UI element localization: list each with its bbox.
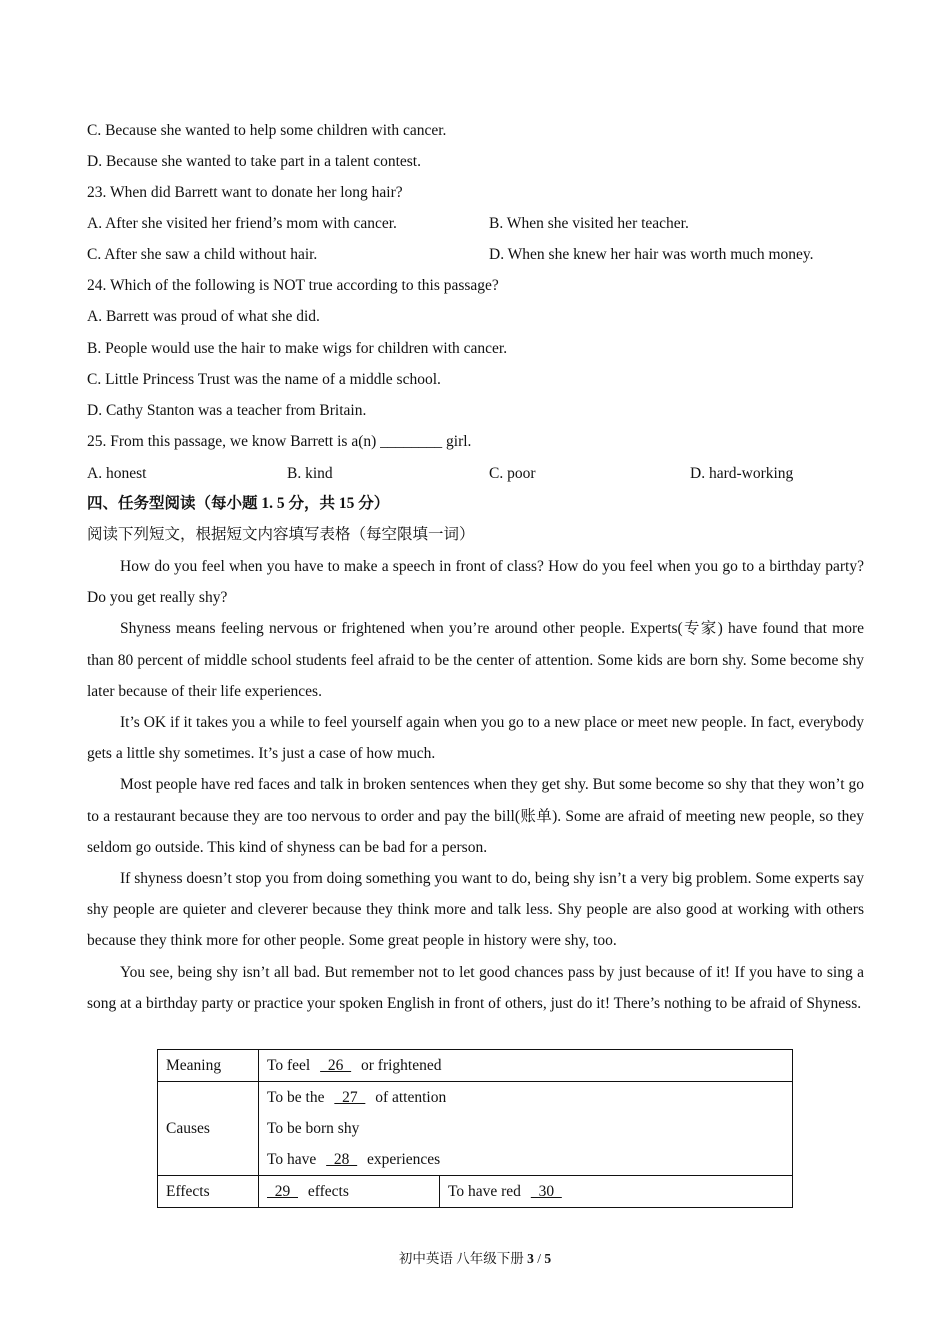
meaning-label: Meaning xyxy=(158,1050,259,1082)
passage-paragraph: You see, being shy isn’t all bad. But remember not to let good chances pass by just because of it! If you have to sing a song at a birthday party or practice your spoken English in front of others, just do it! There’s nothing to be afraid of Shyness. xyxy=(87,963,864,1012)
causes-cell xyxy=(259,1082,793,1176)
footer-page-number: 3 xyxy=(527,1251,534,1266)
meaning-text-post: or frightened xyxy=(361,1056,442,1074)
passage-paragraph: If shyness doesn’t stop you from doing something you want to do, being shy isn’t a very big problem. Some experts say shy people are quieter and cleverer because they think more and talk less. Shy people are also good at working with others because they think more for other people. Some great people in history were shy, too. xyxy=(87,870,864,950)
cause1-text-post: of attention xyxy=(375,1089,447,1106)
passage-paragraph: How do you feel when you have to make a speech in front of class? How do you feel when you go to a birthday party? Do you get really shy? xyxy=(87,558,864,607)
meaning-cell xyxy=(259,1050,793,1082)
section-heading: 四、任务型阅读（每小题 1. 5 分，共 15 分） xyxy=(87,495,390,512)
question-24-option-b: B. People would use the hair to make wigs for children with cancer. xyxy=(87,340,508,357)
footer-label: 初中英语 八年级下册 xyxy=(398,1251,524,1266)
question-23-stem: 23. When did Barrett want to donate her long hair? xyxy=(87,184,403,201)
blank-30[interactable]: 30 xyxy=(530,1182,562,1200)
question-24-option-d: D. Cathy Stanton was a teacher from Britain. xyxy=(87,402,367,419)
question-25-stem: 25. From this passage, we know Barrett is a(n) ________ girl. xyxy=(87,433,472,450)
footer-page-total: 5 xyxy=(544,1251,552,1266)
cause3-text-post: experiences xyxy=(367,1151,441,1168)
effects-cell-2 xyxy=(440,1176,793,1208)
passage-paragraph: Shyness means feeling nervous or frightened when you’re around other people. Experts(专家) have found that more than 80 percent of middle school students feel afraid to be the center of attention. Some kids are born shy. Some become shy later because of their life experiences. xyxy=(87,620,864,700)
meaning-text-pre: To feel xyxy=(267,1056,311,1074)
blank-27[interactable]: 27 xyxy=(334,1089,366,1106)
effects-cell-1 xyxy=(259,1176,440,1208)
question-25-option-b: B. kind xyxy=(287,465,333,482)
question-25-option-c: C. poor xyxy=(489,465,536,482)
footer-separator: / xyxy=(537,1251,541,1266)
cause3-text-pre: To have xyxy=(267,1151,317,1168)
question-23-option-b: B. When she visited her teacher. xyxy=(489,215,689,232)
question-23-option-d: D. When she knew her hair was worth much money. xyxy=(489,246,814,263)
page-footer xyxy=(0,1247,950,1267)
reading-passage xyxy=(87,551,864,1019)
blank-28[interactable]: 28 xyxy=(326,1151,358,1168)
question-25-option-a: A. honest xyxy=(87,465,147,482)
section-instruction: 阅读下列短文，根据短文内容填写表格（每空限填一词） xyxy=(87,526,475,543)
question-25-option-d: D. hard-working xyxy=(690,465,794,482)
passage-paragraph: Most people have red faces and talk in broken sentences when they get shy. But some become so shy that they won’t go to a restaurant because they are too nervous to order and pay the bill(账单). Some are afraid of meeting new people, so they seldom go outside. This kind of shyness can be bad for a person. xyxy=(87,776,864,856)
question-22-option-d: D. Because she wanted to take part in a talent contest. xyxy=(87,153,421,170)
question-24-option-a: A. Barrett was proud of what she did. xyxy=(87,308,320,325)
cause1-text-pre: To be the xyxy=(267,1089,325,1106)
effects-label: Effects xyxy=(158,1176,259,1208)
effect2-text-pre: To have red xyxy=(448,1182,521,1200)
cause-line-2: To be born shy xyxy=(267,1120,360,1137)
question-24-stem: 24. Which of the following is NOT true according to this passage? xyxy=(87,277,499,294)
question-22-option-c: C. Because she wanted to help some children with cancer. xyxy=(87,122,447,139)
cause-line-3 xyxy=(267,1144,784,1175)
cause-line-1 xyxy=(267,1082,784,1113)
passage-paragraph: It’s OK if it takes you a while to feel yourself again when you go to a new place or meet new people. In fact, everybody gets a little shy sometimes. It’s just a case of how much. xyxy=(87,714,864,763)
question-24-option-c: C. Little Princess Trust was the name of a middle school. xyxy=(87,371,441,388)
answer-table xyxy=(157,1049,793,1208)
effects-text: effects xyxy=(307,1182,349,1200)
blank-26[interactable]: 26 xyxy=(320,1056,352,1074)
question-23-option-a: A. After she visited her friend’s mom with cancer. xyxy=(87,215,397,232)
question-23-option-c: C. After she saw a child without hair. xyxy=(87,246,318,263)
causes-label: Causes xyxy=(158,1082,259,1176)
blank-29[interactable]: 29 xyxy=(267,1182,298,1200)
